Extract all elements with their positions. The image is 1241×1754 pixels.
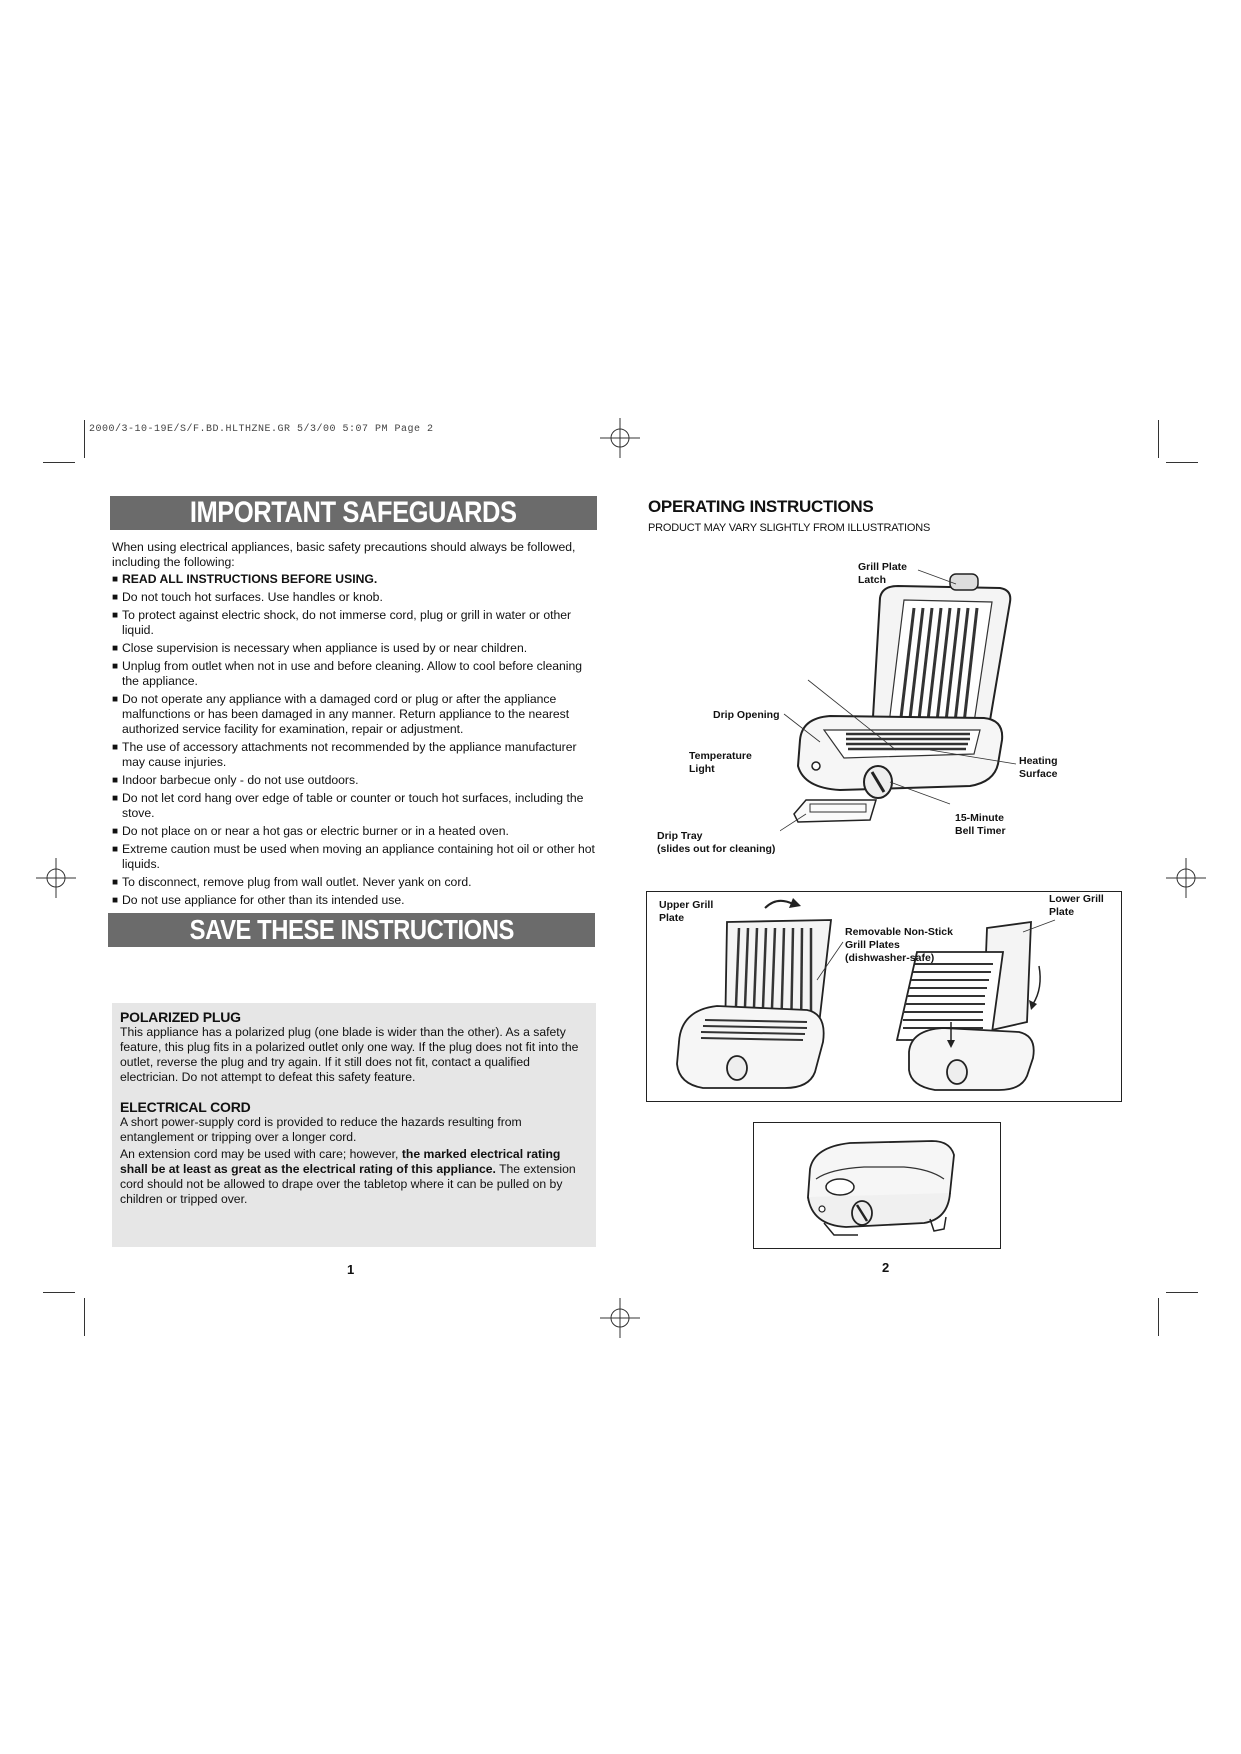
- label-line: Heating: [1019, 755, 1058, 767]
- label-line: Bell Timer: [955, 825, 1006, 837]
- safeguards-list: [112, 572, 600, 911]
- electrical-cord-heading: ELECTRICAL CORD: [120, 1099, 251, 1115]
- electrical-cord-body-2: [120, 1147, 588, 1207]
- label-line: (dishwasher-safe): [845, 952, 935, 964]
- label-drip-tray: [657, 830, 775, 856]
- list-item-text: The use of accessory attachments not recommended by the appliance manufacturer may cause injuries.: [122, 740, 577, 769]
- electrical-cord-body-2-suffix: The extension cord should not be allowed to drape over the tabletop where it can be pulled on by children or tripped over.: [120, 1162, 576, 1206]
- label-line: Drip Opening: [713, 709, 780, 721]
- list-item: [112, 692, 600, 737]
- label-line: Lower Grill: [1049, 893, 1104, 905]
- crop-mark: [1166, 1292, 1198, 1293]
- label-line: Grill Plates: [845, 939, 900, 951]
- list-item: [112, 641, 600, 656]
- label-upper-grill-plate: [659, 899, 713, 925]
- label-line: Plate: [1049, 906, 1075, 918]
- crop-mark: [43, 1292, 75, 1293]
- registration-mark: [600, 1298, 640, 1338]
- bullet-square-icon: ■: [112, 592, 119, 603]
- closed-grill-illustration: [754, 1123, 1000, 1248]
- crop-mark: [84, 1298, 85, 1336]
- open-grill-illustration: [780, 568, 1030, 838]
- label-drip-opening: [713, 709, 780, 722]
- registration-mark: [36, 858, 76, 898]
- list-item: [112, 824, 600, 839]
- list-item-text: Do not let cord hang over edge of table or counter or touch hot surfaces, including the stove.: [122, 791, 584, 820]
- list-item-text: READ ALL INSTRUCTIONS BEFORE USING.: [122, 572, 378, 586]
- crop-mark: [43, 462, 75, 463]
- bullet-square-icon: ■: [112, 826, 119, 837]
- list-item-text: Do not place on or near a hot gas or electric burner or in a heated oven.: [122, 824, 509, 838]
- crop-mark: [1158, 420, 1159, 458]
- safeguards-banner-text: IMPORTANT SAFEGUARDS: [190, 496, 517, 529]
- label-line: 15-Minute: [955, 812, 1005, 824]
- bullet-square-icon: ■: [112, 694, 119, 705]
- registration-mark: [600, 418, 640, 458]
- label-heating-surface: [1019, 755, 1058, 781]
- bullet-square-icon: ■: [112, 775, 119, 786]
- list-item-text: Extreme caution must be used when moving an appliance containing hot oil or other hot liquids.: [122, 842, 595, 871]
- label-line: Removable Non-Stick: [845, 926, 953, 938]
- bullet-square-icon: ■: [112, 895, 119, 906]
- polarized-plug-heading: POLARIZED PLUG: [120, 1009, 241, 1025]
- list-item-text: Do not touch hot surfaces. Use handles or knob.: [122, 590, 383, 604]
- bullet-square-icon: ■: [112, 844, 119, 855]
- list-item-text: Close supervision is necessary when appliance is used by or near children.: [122, 641, 528, 655]
- list-item: [112, 590, 600, 605]
- list-item: [112, 659, 600, 689]
- list-item-text: Do not operate any appliance with a damaged cord or plug or after the appliance malfunctions or has been damaged in any manner. Return appliance to the nearest authorized service facility for examination, repair or adjustment.: [122, 692, 570, 736]
- registration-mark: [1166, 858, 1206, 898]
- crop-mark: [1158, 1298, 1159, 1336]
- removable-plates-illustration: [647, 892, 1121, 1101]
- label-line: Temperature: [689, 750, 752, 762]
- label-grill-plate-latch: [858, 561, 907, 587]
- print-header: 2000/3-10-19E/S/F.BD.HLTHZNE.GR 5/3/00 5:07 PM Page 2: [89, 424, 434, 435]
- bullet-square-icon: ■: [112, 742, 119, 753]
- list-item: [112, 791, 600, 821]
- safeguards-banner: [110, 496, 597, 530]
- list-item: [112, 572, 600, 587]
- list-item-text: Unplug from outlet when not in use and before cleaning. Allow to cool before cleaning the appliance.: [122, 659, 583, 688]
- crop-mark: [1166, 462, 1198, 463]
- operating-instructions-subtitle: PRODUCT MAY VARY SLIGHTLY FROM ILLUSTRATIONS: [648, 522, 931, 534]
- label-line: Drip Tray: [657, 830, 703, 842]
- electrical-cord-body-2-prefix: An extension cord may be used with care; however,: [120, 1147, 402, 1161]
- label-line: Upper Grill: [659, 899, 714, 911]
- label-line: (slides out for cleaning): [657, 843, 776, 855]
- list-item: [112, 773, 600, 788]
- list-item: [112, 608, 600, 638]
- label-line: Latch: [858, 574, 887, 586]
- label-line: Plate: [659, 912, 685, 924]
- list-item-text: Indoor barbecue only - do not use outdoors.: [122, 773, 359, 787]
- list-item: [112, 893, 600, 908]
- page-number-left: 1: [347, 1262, 355, 1277]
- label-lower-grill-plate: [1049, 893, 1104, 919]
- label-line: Surface: [1019, 768, 1058, 780]
- list-item-text: To protect against electric shock, do not immerse cord, plug or grill in water or other liquid.: [122, 608, 572, 637]
- label-line: Light: [689, 763, 715, 775]
- crop-mark: [84, 420, 85, 458]
- save-instructions-banner: [108, 913, 595, 947]
- label-line: Grill Plate: [858, 561, 908, 573]
- closed-grill-figure: [753, 1122, 1001, 1249]
- operating-instructions-title: OPERATING INSTRUCTIONS: [648, 497, 874, 516]
- plug-cord-info-box: [112, 1003, 596, 1247]
- list-item: [112, 842, 600, 872]
- list-item-text: To disconnect, remove plug from wall outlet. Never yank on cord.: [122, 875, 472, 889]
- safeguards-intro: When using electrical appliances, basic safety precautions should always be followed, including the following:: [112, 540, 576, 569]
- save-instructions-banner-text: SAVE THESE INSTRUCTIONS: [189, 914, 514, 945]
- polarized-plug-body: This appliance has a polarized plug (one blade is wider than the other). As a safety feature, this plug fits in a polarized outlet only one way. If the plug does not fit into the outlet, reverse the plug and try again. If it still does not fit, contact a qualified electrician. Do not attempt to defeat this safety feature.: [120, 1025, 579, 1084]
- list-item: [112, 875, 600, 890]
- electrical-cord-body-1: A short power-supply cord is provided to reduce the hazards resulting from entanglement or tripping over a longer cord.: [120, 1115, 522, 1144]
- label-removable-plates: [845, 926, 953, 965]
- bullet-square-icon: ■: [112, 793, 119, 804]
- electrical-cord-body-2-bold: the marked electrical rating shall be at least as great as the electrical rating of this appliance.: [120, 1147, 561, 1176]
- bullet-square-icon: ■: [112, 574, 119, 585]
- label-bell-timer: [955, 812, 1006, 838]
- list-item: [112, 740, 600, 770]
- label-temperature-light: [689, 750, 752, 776]
- bullet-square-icon: ■: [112, 643, 119, 654]
- page-number-right: 2: [882, 1260, 890, 1275]
- bullet-square-icon: ■: [112, 610, 119, 621]
- removable-plates-figure: [646, 891, 1122, 1102]
- list-item-text: Do not use appliance for other than its intended use.: [122, 893, 405, 907]
- bullet-square-icon: ■: [112, 877, 119, 888]
- bullet-square-icon: ■: [112, 661, 119, 672]
